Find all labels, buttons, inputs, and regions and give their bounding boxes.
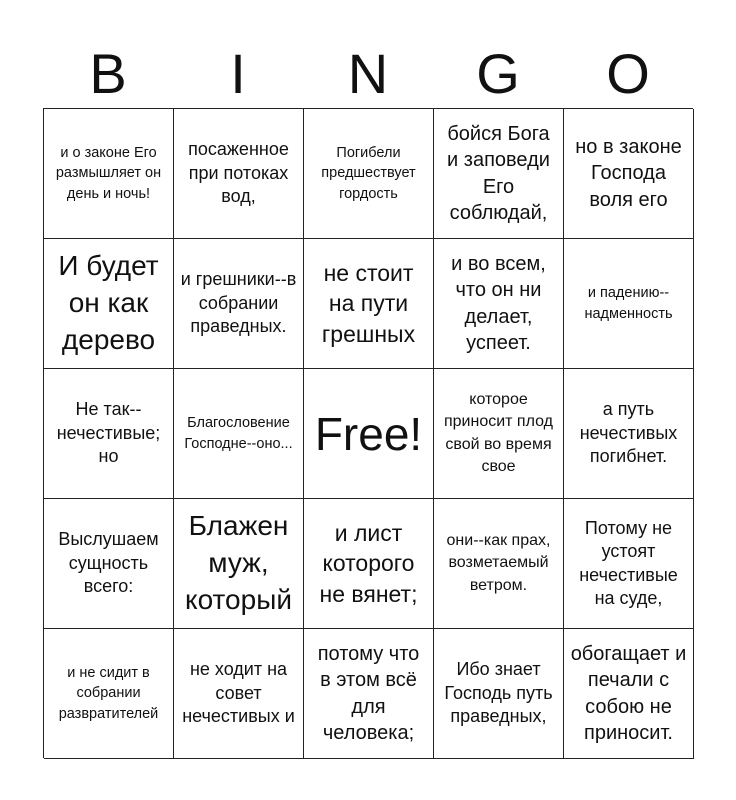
bingo-header <box>43 40 693 108</box>
bingo-cell[interactable]: Не так--нечестивые; но <box>44 369 174 499</box>
header-letter-i: I <box>230 42 246 105</box>
bingo-cell[interactable]: посаженное при потоках вод, <box>174 109 304 239</box>
bingo-cell[interactable]: Погибели предшествует гордость <box>304 109 434 239</box>
header-letter-o: O <box>606 42 650 105</box>
bingo-cell[interactable]: потому что в этом всё для человека; <box>304 629 434 759</box>
bingo-cell[interactable]: И будет он как дерево <box>44 239 174 369</box>
header-letter-g: G <box>476 42 520 105</box>
bingo-cell[interactable]: обогащает и печали с собою не приносит. <box>564 629 694 759</box>
bingo-cell[interactable]: которое приносит плод свой во время свое <box>434 369 564 499</box>
bingo-cell[interactable]: и о законе Его размышляет он день и ночь! <box>44 109 174 239</box>
bingo-cell[interactable]: и грешники--в собрании праведных. <box>174 239 304 369</box>
bingo-cell[interactable]: и падению--надменность <box>564 239 694 369</box>
bingo-cell[interactable]: бойся Бога и заповеди Его соблюдай, <box>434 109 564 239</box>
bingo-cell[interactable]: Потому не устоят нечестивые на суде, <box>564 499 694 629</box>
bingo-cell[interactable]: и не сидит в собрании развратителей <box>44 629 174 759</box>
bingo-cell[interactable]: и во всем, что он ни делает, успеет. <box>434 239 564 369</box>
bingo-cell[interactable]: а путь нечестивых погибнет. <box>564 369 694 499</box>
bingo-cell[interactable]: не ходит на совет нечестивых и <box>174 629 304 759</box>
header-letter-n: N <box>347 42 389 105</box>
header-letter-b: B <box>89 42 127 105</box>
bingo-cell[interactable]: но в законе Господа воля его <box>564 109 694 239</box>
bingo-grid <box>43 108 693 758</box>
bingo-cell[interactable]: Блажен муж, который <box>174 499 304 629</box>
bingo-cell[interactable]: Ибо знает Господь путь праведных, <box>434 629 564 759</box>
free-cell[interactable]: Free! <box>304 369 434 499</box>
bingo-cell[interactable]: не стоит на пути грешных <box>304 239 434 369</box>
bingo-cell[interactable]: Выслушаем сущность всего: <box>44 499 174 629</box>
bingo-cell[interactable]: они--как прах, возметаемый ветром. <box>434 499 564 629</box>
bingo-cell[interactable]: и лист которого не вянет; <box>304 499 434 629</box>
bingo-cell[interactable]: Благословение Господне--оно... <box>174 369 304 499</box>
